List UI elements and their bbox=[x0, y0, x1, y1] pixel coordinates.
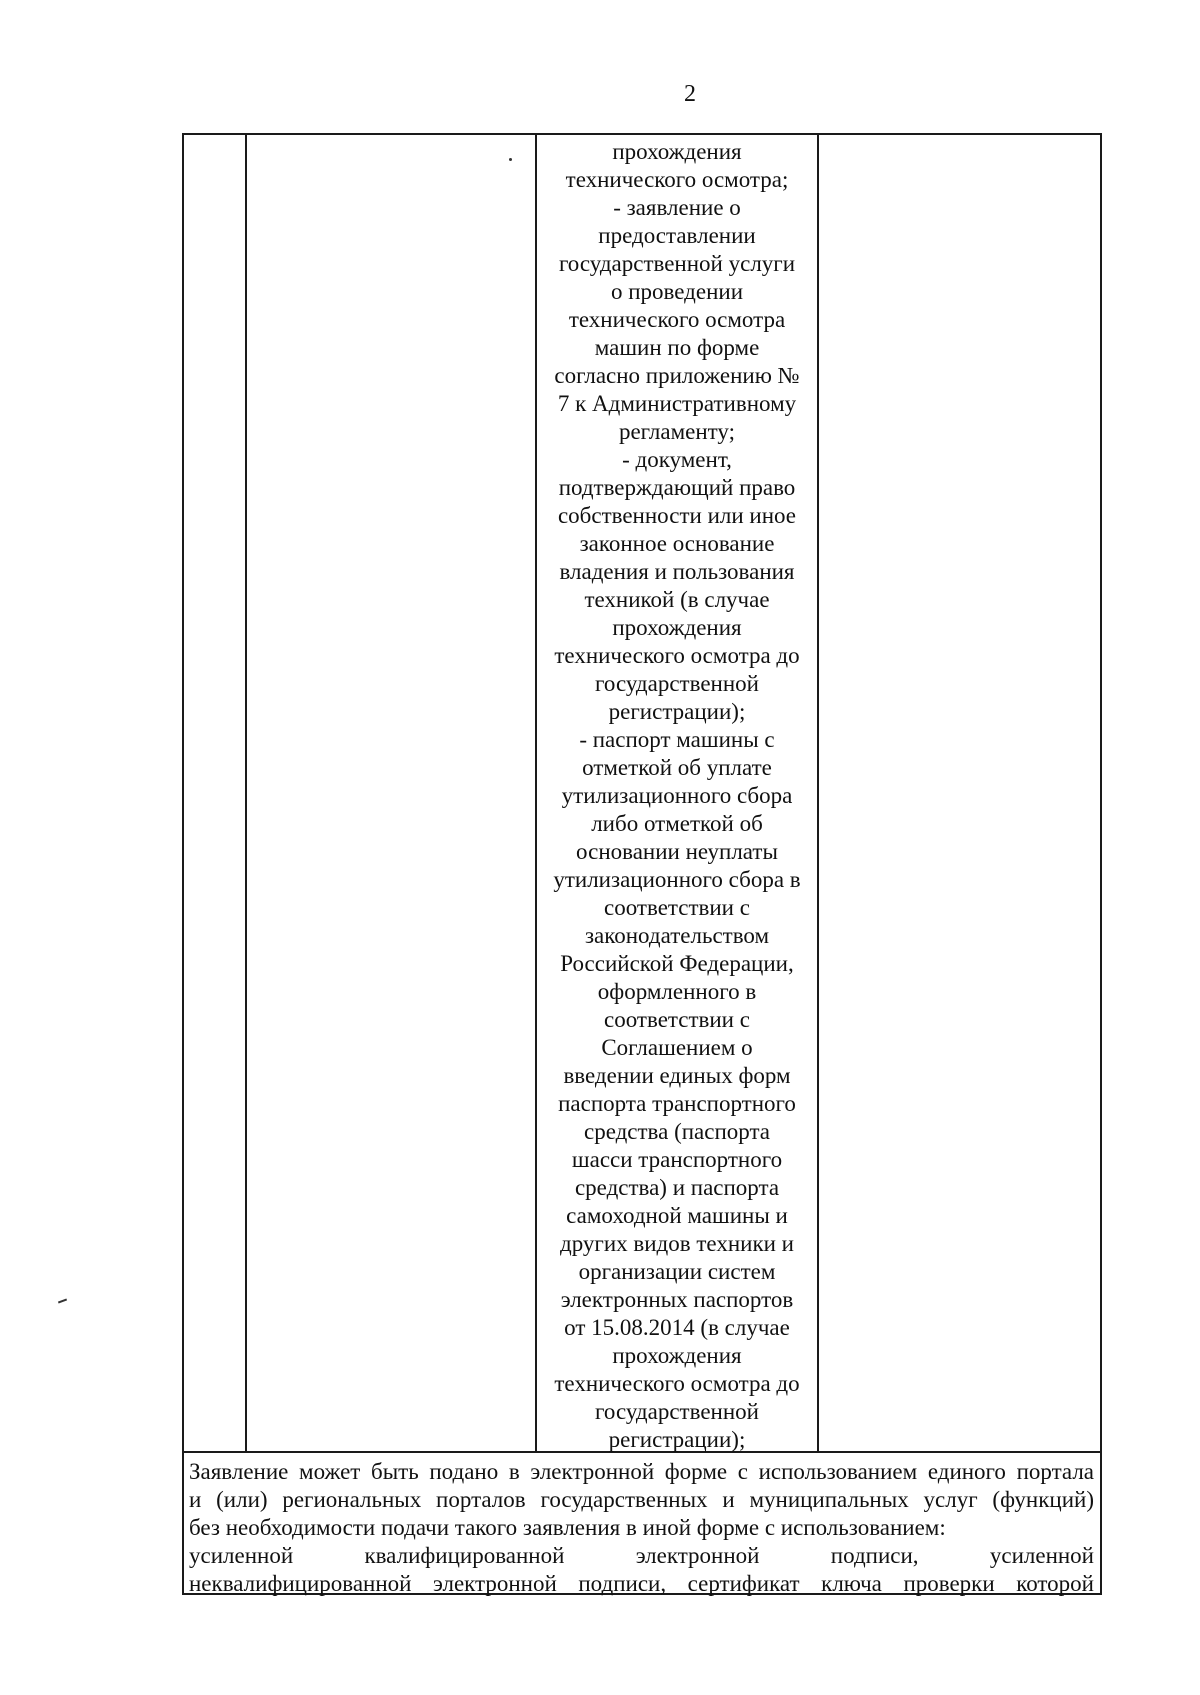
table-cell-notes bbox=[819, 135, 1100, 1451]
documents-text-line: технического осмотра до bbox=[554, 1371, 800, 1396]
documents-text-line: прохождения bbox=[612, 615, 742, 640]
documents-text bbox=[537, 138, 817, 1454]
documents-text-line: паспорта транспортного bbox=[558, 1091, 796, 1116]
documents-text-line: Российской Федерации, bbox=[560, 951, 794, 976]
documents-text-line: отметкой об уплате bbox=[582, 755, 772, 780]
documents-text-line: регистрации); bbox=[608, 699, 746, 724]
requirements-table bbox=[182, 133, 1102, 1595]
table-cell-documents bbox=[537, 135, 819, 1451]
documents-text-line: основании неуплаты bbox=[576, 839, 778, 864]
documents-text-line: подтверждающий право bbox=[558, 475, 796, 500]
documents-text-line: законное основание bbox=[579, 531, 775, 556]
documents-text-line: либо отметкой об bbox=[591, 811, 763, 836]
documents-text-line: технического осмотра bbox=[568, 307, 786, 332]
documents-text-line: предоставлении bbox=[598, 223, 756, 248]
note-text-line: неквалифицированной электронной подписи, сертификат ключа проверки которой bbox=[189, 1571, 1094, 1596]
scan-speck bbox=[58, 1299, 67, 1304]
documents-text-line: - паспорт машины с bbox=[579, 727, 775, 752]
documents-text-line: прохождения bbox=[612, 139, 742, 164]
note-text-line: без необходимости подачи такого заявления в иной форме с использованием: bbox=[189, 1515, 946, 1540]
documents-text-line: - заявление о bbox=[613, 195, 741, 220]
table-row bbox=[184, 135, 1100, 1453]
documents-text-line: машин по форме bbox=[594, 335, 760, 360]
documents-text-line: соответствии с bbox=[604, 895, 750, 920]
documents-text-line: электронных паспортов bbox=[560, 1287, 794, 1312]
documents-text-line: Соглашением о bbox=[601, 1035, 753, 1060]
documents-text-line: введении единых форм bbox=[563, 1063, 791, 1088]
documents-text-line: шасси транспортного bbox=[571, 1147, 783, 1172]
documents-text-line: средства (паспорта bbox=[583, 1119, 771, 1144]
documents-text-line: от 15.08.2014 (в случае bbox=[564, 1315, 790, 1340]
note-text-line: Заявление может быть подано в электронной форме с использованием единого портала bbox=[189, 1459, 1094, 1484]
documents-text-line: технического осмотра; bbox=[565, 167, 789, 192]
note-text-line: и (или) региональных порталов государственных и муниципальных услуг (функций) bbox=[189, 1487, 1094, 1512]
documents-text-line: организации систем bbox=[578, 1259, 776, 1284]
table-note-row bbox=[184, 1453, 1100, 1596]
documents-text-line: о проведении bbox=[610, 279, 744, 304]
table-cell-number bbox=[184, 135, 247, 1451]
documents-text-line: прохождения bbox=[612, 1343, 742, 1368]
documents-text-line: регламенту; bbox=[618, 419, 736, 444]
documents-text-line: средства) и паспорта bbox=[574, 1175, 780, 1200]
documents-text-line: оформленного в bbox=[597, 979, 757, 1004]
documents-text-line: регистрации); bbox=[608, 1427, 746, 1452]
table-cell-description bbox=[247, 135, 537, 1451]
page-number: 2 bbox=[684, 81, 696, 107]
documents-text-line: согласно приложению № bbox=[554, 363, 800, 388]
documents-text-line: технического осмотра до bbox=[554, 643, 800, 668]
documents-text-line: собственности или иное bbox=[557, 503, 797, 528]
documents-text-line: утилизационного сбора bbox=[561, 783, 793, 808]
documents-text-line: техникой (в случае bbox=[584, 587, 770, 612]
documents-text-line: 7 к Административному bbox=[557, 391, 797, 416]
documents-text-line: законодательством bbox=[584, 923, 770, 948]
note-text-line: усиленной квалифицированной электронной подписи, усиленной bbox=[189, 1543, 1094, 1568]
documents-text-line: государственной bbox=[595, 671, 759, 696]
documents-text-line: государственной bbox=[595, 1399, 759, 1424]
documents-text-line: других видов техники и bbox=[560, 1231, 794, 1256]
documents-text-line: соответствии с bbox=[604, 1007, 750, 1032]
documents-text-line: государственной услуги bbox=[558, 251, 796, 276]
documents-text-line: владения и пользования bbox=[559, 559, 795, 584]
documents-text-line: - документ, bbox=[622, 447, 732, 472]
documents-text-line: утилизационного сбора в bbox=[553, 867, 801, 892]
documents-text-line: самоходной машины и bbox=[566, 1203, 788, 1228]
